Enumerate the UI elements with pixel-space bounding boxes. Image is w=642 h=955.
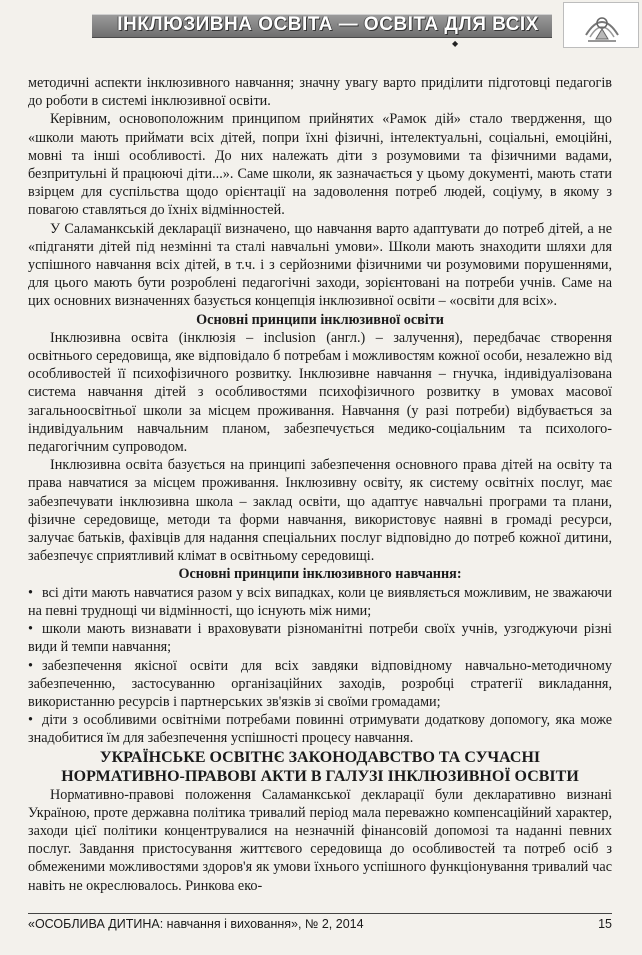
paragraph: Керівним, основоположним принципом прийнятих «Рамок дій» стало твердження, що «школи мають приймати всіх дітей, попри їхні фізичні, інтелектуальні, соціальні, емоційні, мовні та інші особливості. До них належать діти з розумовими та фізичними вадами, безпритульні й працюючі діти...». Саме школи, як зазначається у цьому документі, мають стати взірцем для суспільства щодо орієнтації на задоволення потреб людей, соціуму, в якому з повагою ставляться до їхніх відмінностей. [28,111,612,219]
page-header [0,0,642,52]
bullet-icon: • [28,621,33,638]
journal-citation: «ОСОБЛИВА ДИТИНА: навчання і виховання», № 2, 2014 [28,917,364,931]
chapter-heading-line-2: НОРМАТИВНО-ПРАВОВІ АКТИ В ГАЛУЗІ ІНКЛЮЗИВНОЇ ОСВІТИ [61,767,579,785]
bullet-icon: • [28,657,33,674]
page-number: 15 [598,917,612,931]
principles-list [28,584,612,748]
chapter-heading-line-1: УКРАЇНСЬКЕ ОСВІТНЄ ЗАКОНОДАВСТВО ТА СУЧАСНІ [99,748,541,766]
list-item: • діти з особливими освітніми потребами повинні отримувати додаткову допомогу, яка може знадобитися їм для забезпечення успішності процесу навчання. [28,712,612,747]
paragraph: Нормативно-правові положення Саламанкської декларації були декларативно визнані Україною, проте державна політика тривалий період мала переважно компенсаційний характер, заходи цієї політики концентрувалися на незначній фінансовій допомозі та наданні певних послуг. Завдання пристосування життєвого середовища до особливостей та потреб осіб з обмеженими можливостями здоров'я як умови їхнього успішного функціонування тривалий час навіть не окреслювалось. Ринкова еко- [28,786,612,894]
footer-divider [28,913,612,914]
list-item: • забезпечення якісної освіти для всіх завдяки відповідному навчально-методичному забезпеченню, застосуванню організаційних заходів, розробці стратегії викладання, використанню ресурсів і партнерських зв'язків зі своїми громадами; [28,657,612,710]
section-heading: Основні принципи інклюзивного навчання: [178,566,462,583]
journal-emblem-icon [582,5,622,45]
header-title: ІНКЛЮЗИВНА ОСВІТА — ОСВІТА ДЛЯ ВСІХ [117,14,539,35]
paragraph: Інклюзивна освіта базується на принципі забезпечення основного права дітей на освіту та права навчатися за місцем проживання. Інклюзивну освіту, як систему освітніх послуг, має забезпечувати інклюзивна школа – заклад освіти, що адаптує навчальні програми та плани, фізичне середовище, методи та форми навчання, використовує наявні в громаді ресурси, залучає батьків, фахівців для надання спеціальних послуг відповідно до потреб кожної дитини, забезпечує сприятливий клімат в освітньому середовищі. [28,457,612,565]
list-item: • школи мають визнавати і враховувати різноманітні потреби своїх учнів, узгоджуючи різні види й темпи навчання; [28,621,612,656]
article-body [28,74,612,895]
journal-logo [563,2,639,48]
paragraph: Інклюзивна освіта (інклюзія – inclusion (англ.) – залучення), передбачає створення освітнього середовища, яке відповідало б потребам і можливостям кожної особи, незалежно від особливостей її психофізичного розвитку. Інклюзивне навчання – гнучка, індивідуалізована система навчання дітей з особливостями психофізичного розвитку в умовах масової загальноосвітньої школи за місцем проживання. Навчання (у разі потреби) відбувається за індивідуальним навчальним планом, забезпечується медико-соціальним та психолого-педагогічним супроводом. [28,329,612,456]
section-heading: Основні принципи інклюзивної освіти [196,311,444,328]
decorative-mark-icon: ◆ [452,39,459,48]
bullet-icon: • [28,712,33,729]
paragraph: У Саламанкській декларації визначено, що навчання варто адаптувати до потреб дітей, а не «підганяти дітей під незмінні та сталі навчальні умови». Школи мають знаходити шляхи для успішного навчання всіх дітей, в т.ч. і з серйозними фізичними чи розумовими порушеннями, для цього мають бути розроблені педагогічні заходи, зорієнтовані на потреби учнів. Саме на цих основних визначеннях базується концепція інклюзивної освіти – «освіти для всіх». [28,220,612,310]
paragraph: методичні аспекти інклюзивного навчання; значну увагу варто приділити підготовці педагогів до роботи в системі інклюзивної освіти. [28,75,612,110]
list-item: • всі діти мають навчатися разом у всіх випадках, коли це виявляється можливим, не зважаючи на певні труднощі чи відмінності, що існують між ними; [28,584,612,619]
bullet-icon: • [28,584,33,601]
